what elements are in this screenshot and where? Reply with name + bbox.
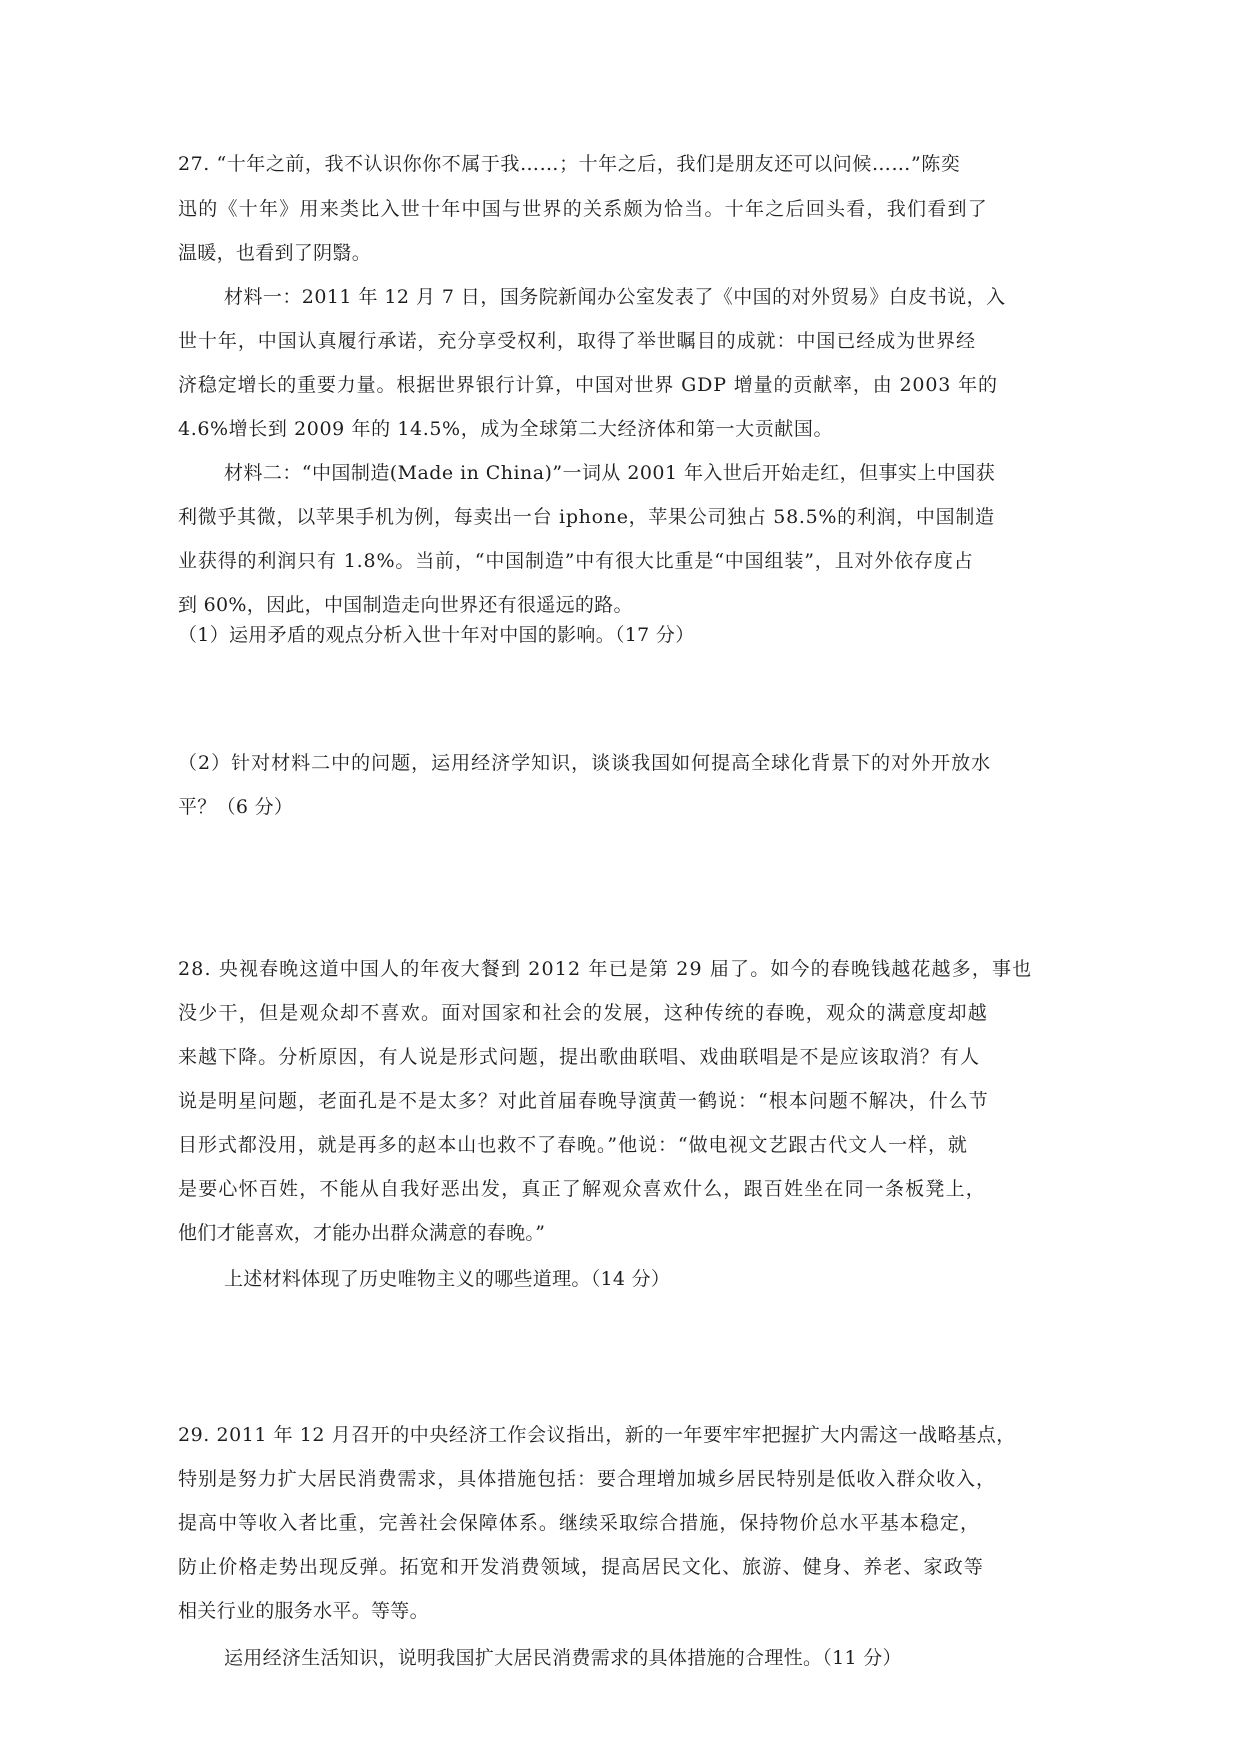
material-2-line-4: 到 60%，因此，中国制造走向世界还有很遥远的路。 <box>178 594 633 616</box>
question-29-task: 运用经济生活知识，说明我国扩大居民消费需求的具体措施的合理性。（11 分） <box>224 1647 902 1669</box>
material-1-line-1: 材料一：2011 年 12 月 7 日，国务院新闻办公室发表了《中国的对外贸易》白皮书说，入 <box>224 286 1006 308</box>
material-1-line-4: 4.6%增长到 2009 年的 14.5%，成为全球第二大经济体和第一大贡献国。 <box>178 418 834 440</box>
question-29-text-line-2: 特别是努力扩大居民消费需求，具体措施包括：要合理增加城乡居民特别是低收入群众收入， <box>178 1468 996 1490</box>
question-27-text-line-3: 温暖，也看到了阴翳。 <box>178 242 372 264</box>
question-27-subquestion-2-line-2: 平？（6 分） <box>178 796 294 818</box>
question-28-text-line-7: 他们才能喜欢，才能办出群众满意的春晚。” <box>178 1222 546 1244</box>
question-28-text-line-4: 说是明星问题，老面孔是不是太多？对此首届春晚导演黄一鹤说：“根本问题不解决，什么节 <box>178 1090 989 1112</box>
question-28-text-line-3: 来越下降。分析原因，有人说是形式问题，提出歌曲联唱、戏曲联唱是不是应该取消？有人 <box>178 1046 981 1068</box>
question-27-text-line-2: 迅的《十年》用来类比入世十年中国与世界的关系颇为恰当。十年之后回头看，我们看到了 <box>178 198 989 220</box>
material-2-line-1: 材料二：“中国制造(Made in China)”一词从 2001 年入世后开始走红，但事实上中国获 <box>224 462 996 484</box>
question-28-text-line-2: 没少干，但是观众却不喜欢。面对国家和社会的发展，这种传统的春晚，观众的满意度却越 <box>178 1002 989 1024</box>
question-29-text-line-1: 29. 2011 年 12 月召开的中央经济工作会议指出，新的一年要牢牢把握扩大内需这一战略基点， <box>178 1424 1016 1446</box>
question-28-text-line-1: 28. 央视春晚这道中国人的年夜大餐到 2012 年已是第 29 届了。如今的春晚钱越花越多，事也 <box>178 958 1033 980</box>
question-28-text-line-6: 是要心怀百姓，不能从自我好恶出发，真正了解观众喜欢什么，跟百姓坐在同一条板凳上， <box>178 1178 987 1200</box>
question-27-text-line-1: 27. “十年之前，我不认识你你不属于我……；十年之后，我们是朋友还可以问候……”陈奕 <box>178 153 961 175</box>
question-29-text-line-4: 防止价格走势出现反弹。拓宽和开发消费领域，提高居民文化、旅游、健身、养老、家政等 <box>178 1556 985 1578</box>
material-1-line-3: 济稳定增长的重要力量。根据世界银行计算，中国对世界 GDP 增量的贡献率，由 2003 年的 <box>178 374 998 396</box>
material-2-line-3: 业获得的利润只有 1.8%。当前，“中国制造”中有很大比重是“中国组装”，且对外依存度占 <box>178 550 974 572</box>
question-27-subquestion-1: （1）运用矛盾的观点分析入世十年对中国的影响。（17 分） <box>178 624 695 646</box>
material-2-line-2: 利微乎其微，以苹果手机为例，每卖出一台 iphone，苹果公司独占 58.5%的利润，中国制造 <box>178 506 995 528</box>
question-27-subquestion-2-line-1: （2）针对材料二中的问题，运用经济学知识，谈谈我国如何提高全球化背景下的对外开放水 <box>178 752 992 774</box>
question-29-text-line-5: 相关行业的服务水平。等等。 <box>178 1600 429 1622</box>
material-1-line-2: 世十年，中国认真履行承诺，充分享受权利，取得了举世瞩目的成就：中国已经成为世界经 <box>178 330 977 352</box>
question-28-text-line-5: 目形式都没用，就是再多的赵本山也救不了春晚。”他说：“做电视文艺跟古代文人一样，就 <box>178 1134 968 1156</box>
question-28-task: 上述材料体现了历史唯物主义的哪些道理。（14 分） <box>224 1268 671 1290</box>
question-29-text-line-3: 提高中等收入者比重，完善社会保障体系。继续采取综合措施，保持物价总水平基本稳定， <box>178 1512 981 1534</box>
